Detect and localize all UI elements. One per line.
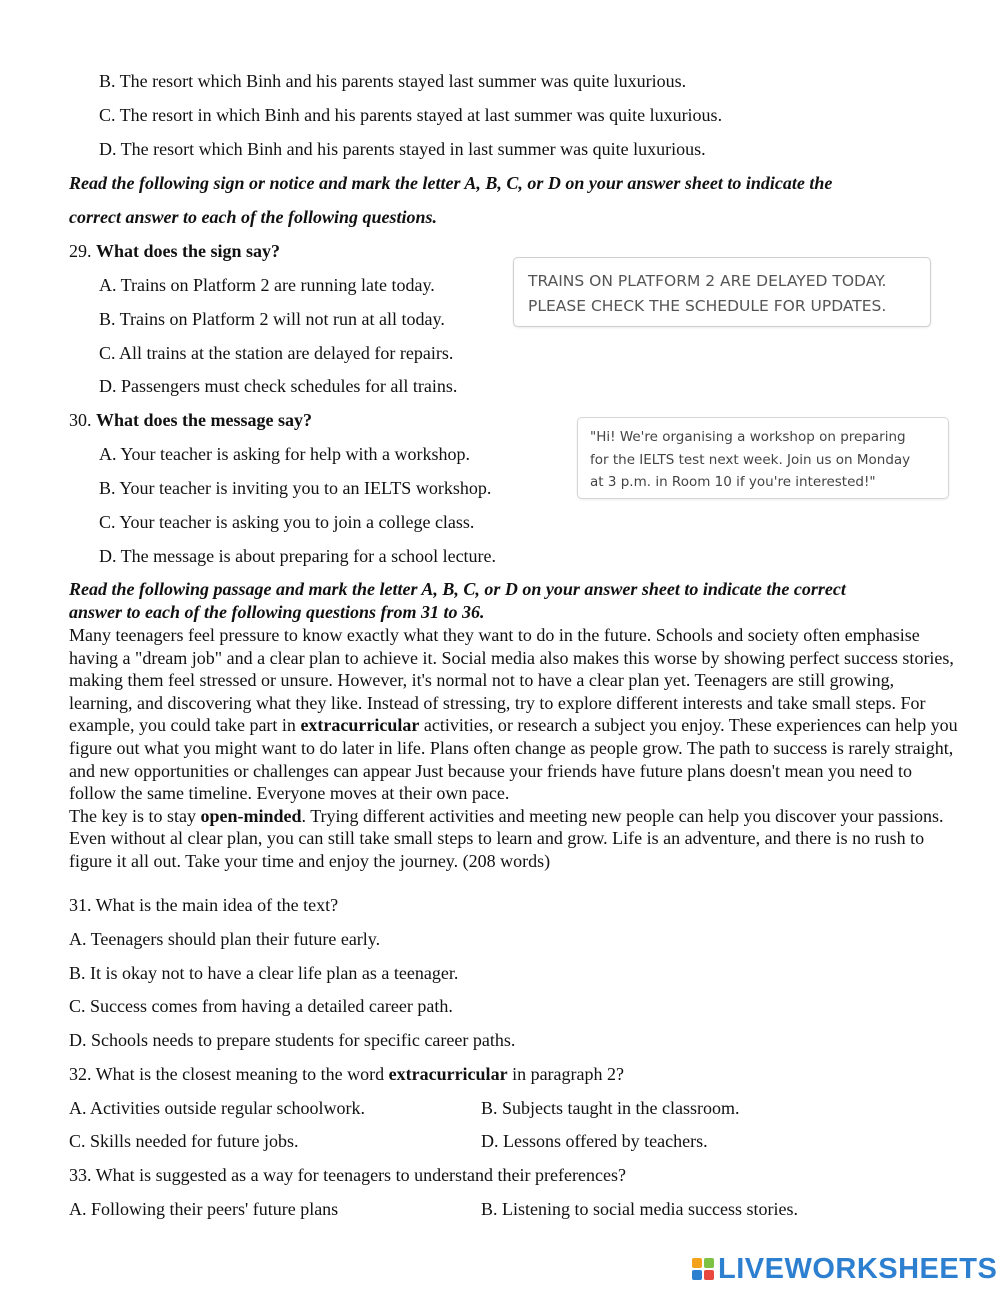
sign-line-1: TRAINS ON PLATFORM 2 ARE DELAYED TODAY. — [528, 272, 887, 290]
q28-option-b[interactable]: B. The resort which Binh and his parents stayed last summer was quite luxurious. — [99, 71, 687, 91]
q32-option-d[interactable]: D. Lessons offered by teachers. — [481, 1131, 708, 1151]
q33-option-a[interactable]: A. Following their peers' future plans — [69, 1199, 339, 1219]
q32-keyword: extracurricular — [388, 1064, 508, 1084]
q28-option-c[interactable]: C. The resort in which Binh and his parents stayed at last summer was quite luxurious. — [99, 105, 723, 125]
logo-text: LIVEWORKSHEETS — [718, 1253, 998, 1285]
liveworksheets-logo[interactable] — [692, 1253, 997, 1285]
q29-option-a[interactable]: A. Trains on Platform 2 are running late today. — [99, 275, 435, 295]
q32-question: 32. What is the closest meaning to the word extracurricular in paragraph 2? — [69, 1064, 625, 1084]
q30-option-c[interactable]: C. Your teacher is asking you to join a college class. — [99, 512, 475, 532]
q30-option-d[interactable]: D. The message is about preparing for a school lecture. — [99, 546, 497, 566]
q31-option-d[interactable]: D. Schools needs to prepare students for specific career paths. — [69, 1030, 516, 1050]
instruction-passage-line2: answer to each of the following questions from 31 to 36. — [69, 602, 485, 622]
q32-option-b[interactable]: B. Subjects taught in the classroom. — [481, 1098, 740, 1118]
q32-option-a[interactable]: A. Activities outside regular schoolwork. — [69, 1098, 365, 1118]
sign-line-2: PLEASE CHECK THE SCHEDULE FOR UPDATES. — [528, 297, 887, 315]
q29-option-c[interactable]: C. All trains at the station are delayed for repairs. — [99, 343, 454, 363]
instruction-signs-line1: Read the following sign or notice and mark the letter A, B, C, or D on your answer sheet to indicate the — [69, 173, 833, 193]
q33-question: 33. What is suggested as a way for teenagers to understand their preferences? — [69, 1165, 626, 1185]
q31-option-c[interactable]: C. Success comes from having a detailed career path. — [69, 996, 453, 1016]
instruction-passage-line1: Read the following passage and mark the letter A, B, C, or D on your answer sheet to indicate the correct — [69, 579, 846, 599]
keyword-extracurricular: extracurricular — [300, 715, 420, 736]
q29-option-b[interactable]: B. Trains on Platform 2 will not run at all today. — [99, 309, 445, 329]
q30-number: 30. — [69, 410, 92, 430]
q30-question-text: What does the message say? — [96, 410, 312, 430]
q30-option-a[interactable]: A. Your teacher is asking for help with a workshop. — [99, 444, 470, 464]
keyword-open-minded: open-minded — [200, 805, 302, 826]
q31-question: 31. What is the main idea of the text? — [69, 895, 339, 915]
q33-option-b[interactable]: B. Listening to social media success stories. — [481, 1199, 798, 1219]
q30-question — [69, 410, 312, 431]
q31-option-b[interactable]: B. It is okay not to have a clear life plan as a teenager. — [69, 963, 459, 983]
q32-option-c[interactable]: C. Skills needed for future jobs. — [69, 1131, 299, 1151]
logo-blocks-icon — [692, 1258, 714, 1280]
q29-question-text: What does the sign say? — [96, 241, 281, 261]
message-line-3: at 3 p.m. in Room 10 if you're interested!" — [590, 474, 876, 490]
q31-option-a[interactable]: A. Teenagers should plan their future early. — [69, 929, 381, 949]
message-line-1: "Hi! We're organising a workshop on preparing — [590, 429, 906, 445]
q29-option-d[interactable]: D. Passengers must check schedules for all trains. — [99, 376, 458, 396]
passage-paragraph-1: Many teenagers feel pressure to know exactly what they want to do in the future. Schools and society often emphasise having a "dream job" and a clear plan to achieve it. Social media also makes this worse by showing perfect success stories, making them feel stressed or unsure. However, it's normal not to have a clear plan yet. Teenagers are still growing, learning, and discovering what they like. Instead of stressing, try to explore different interests and take small steps. For example, you could take part in extracurricular activities, or research a subject you enjoy. These experiences can help you figure out what you might want to do later in life. Plans often change as people grow. The path to success is rarely straight, and new opportunities or challenges can appear Just because your friends have future plans doesn't mean you need to follow the same timeline. Everyone moves at their own pace. — [69, 625, 958, 804]
instruction-signs-line2: correct answer to each of the following questions. — [69, 207, 438, 227]
q30-option-b[interactable]: B. Your teacher is inviting you to an IELTS workshop. — [99, 478, 492, 498]
teacher-message — [577, 417, 949, 499]
q28-option-d[interactable]: D. The resort which Binh and his parents stayed in last summer was quite luxurious. — [99, 139, 706, 159]
message-line-2: for the IELTS test next week. Join us on Monday — [590, 451, 911, 468]
passage-paragraph-2: The key is to stay open-minded. Trying different activities and meeting new people can help you discover your passions. Even without al clear plan, you can still take small steps to learn and grow. Life is an adventure, and there is no rush to figure it all out. Take your time and enjoy the journey. (208 words) — [69, 805, 944, 871]
q29-number: 29. — [69, 241, 92, 261]
reading-passage — [69, 624, 959, 873]
platform-sign — [513, 257, 931, 327]
q29-question — [69, 241, 280, 262]
